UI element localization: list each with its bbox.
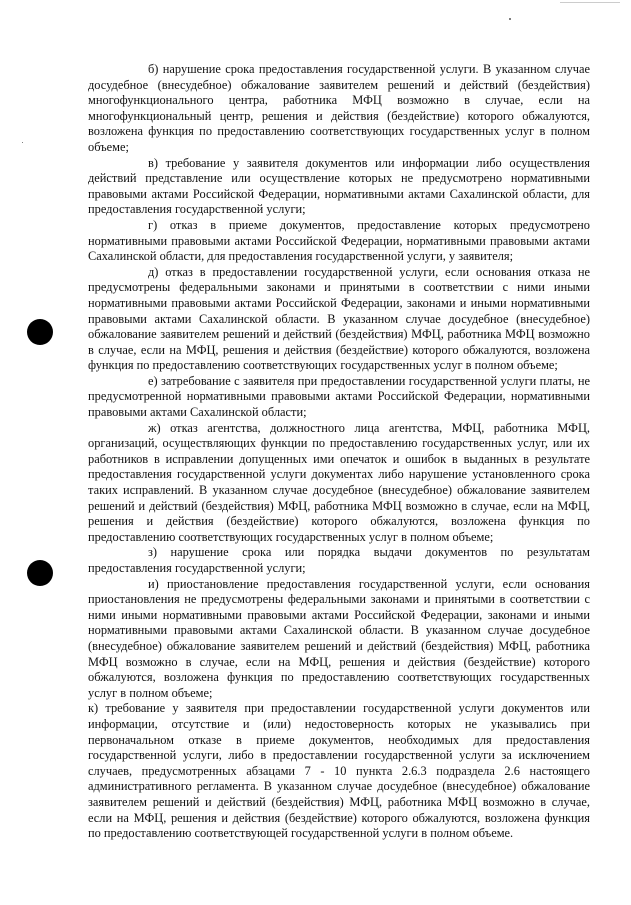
paragraph-zh: ж) отказ агентства, должностного лица агентства, МФЦ, работника МФЦ, организаций, осуществляющих функции по предоставлению государственных услуг, или их работников в исправлении допущенных ими опечаток и ошибок в выданных в результате предоставления государственной услуги документах либо нарушение установленного срока таких исправлений. В указанном случае досудебное (внесудебное) обжалование заявителем решений и действий (бездействия) МФЦ, работника МФЦ возможно в случае, если на МФЦ, решения и действия (бездействие) которого обжалуются, возложена функция по предоставлению соответствующих государственных услуг в полном объеме; (88, 420, 590, 544)
paragraph-d: д) отказ в предоставлении государственной услуги, если основания отказа не предусмотрены федеральными законами и принятыми в соответствии с ними иными нормативными правовыми актами Российской Федерации, законами и иными нормативными правовыми актами Сахалинской области. В указанном случае досудебное (внесудебное) обжалование заявителем решений и действий (бездействия) МФЦ, работника МФЦ возможно в случае, если на МФЦ, решения и действия (бездействие) которого обжалуются, возложена функция по предоставлению соответствующих государственных услуг в полном объеме; (88, 264, 590, 373)
paragraph-i: и) приостановление предоставления государственной услуги, если основания приостановления не предусмотрены федеральными законами и принятыми в соответствии с ними иными нормативными правовыми актами Российской Федерации, законами и иными нормативными правовыми актами Сахалинской области. В указанном случае досудебное (внесудебное) обжалование заявителем решений и действий (бездействия) МФЦ, работника МФЦ возможно в случае, если на МФЦ, решения и действия (бездействие) которого обжалуются, возложена функция по предоставлению соответствующих государственных услуг в полном объеме; (88, 576, 590, 700)
paragraph-e: е) затребование с заявителя при предоставлении государственной услуги платы, не предусмотренной нормативными правовыми актами Российской Федерации, нормативными правовыми актами Сахалинской области; (88, 373, 590, 420)
paragraph-z: з) нарушение срока или порядка выдачи документов по результатам предоставления государственной услуги; (88, 545, 590, 575)
scan-speck (509, 18, 511, 20)
paragraph-g: г) отказ в приеме документов, предоставление которых предусмотрено нормативными правовыми актами Российской Федерации, нормативными правовыми актами Сахалинской области, для предоставления государственной услуги, у заявителя; (88, 217, 590, 264)
paragraph-k: к) требование у заявителя при предоставлении государственной услуги документов или информации, отсутствие и (или) недостоверность которых не указывались при первоначальном отказе в приеме документов, необходимых для предоставления государственной услуги, либо в предоставлении государственной услуги за исключением случаев, предусмотренных абзацами 7 - 10 пункта 2.6.3 подраздела 2.6 настоящего административного регламента. В указанном случае досудебное (внесудебное) обжалование заявителем решений и действий (бездействия) МФЦ, работника МФЦ возможно в случае, если на МФЦ, решения и действия (бездействие) которого обжалуются, возложена функция по предоставлению соответствующей государственной услуги в полном объеме. (88, 701, 590, 841)
paragraph-b: б) нарушение срока предоставления государственной услуги. В указанном случае досудебное (внесудебное) обжалование заявителем решений и действий (бездействия) многофункционального центра, работника МФЦ возможно в случае, если на многофункциональный центр, решения и действия (бездействие) которого обжалуются, возложена функция по предоставлению соответствующих государственных услуг в полном объеме; (88, 62, 590, 154)
punch-hole-top (27, 319, 53, 345)
document-body (88, 62, 590, 842)
scan-edge-mark (560, 2, 620, 3)
scan-speck (22, 142, 23, 143)
paragraph-v: в) требование у заявителя документов или информации либо осуществления действий представление или осуществление которых не предусмотрено нормативными правовыми актами Российской Федерации, нормативными актами Сахалинской области, для предоставления государственной услуги; (88, 155, 590, 217)
punch-hole-bottom (27, 560, 53, 586)
